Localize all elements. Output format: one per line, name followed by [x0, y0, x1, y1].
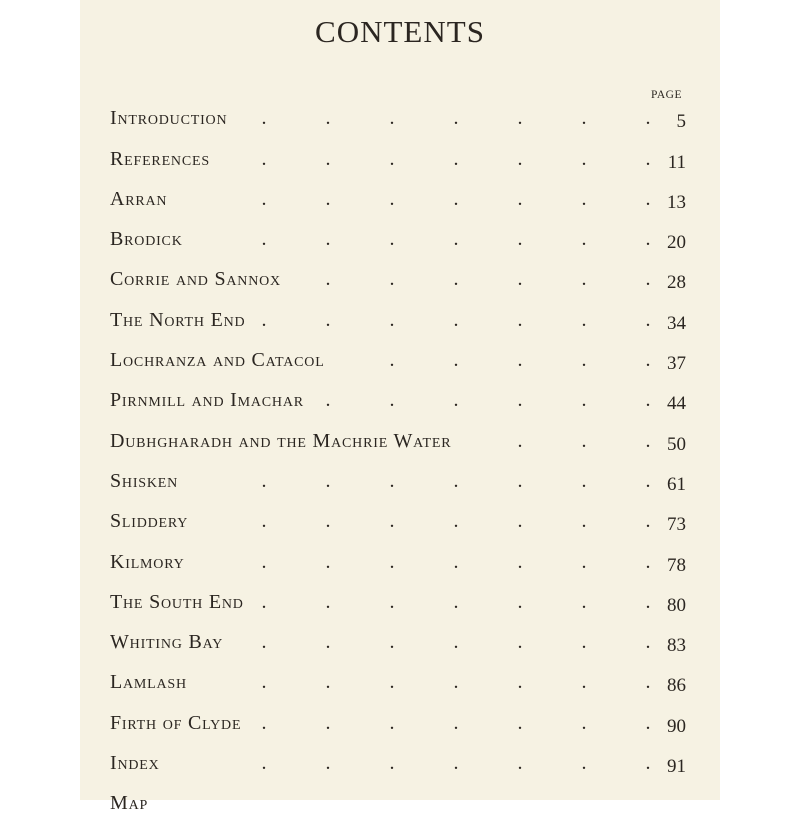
leader-dots: . . . . .: [389, 349, 651, 372]
leader-dots: . . . . . . .: [261, 631, 651, 654]
leader-dots: . . . . . . .: [261, 228, 651, 251]
toc-entry-page-number: 13: [667, 191, 686, 213]
toc-entry-page-number: 28: [667, 272, 686, 294]
page-column-label: PAGE: [651, 89, 682, 101]
toc-entry-page-number: 37: [667, 353, 686, 375]
toc-entry-title: The South End: [110, 590, 244, 613]
leader-dots: . . . . . . .: [261, 187, 651, 210]
toc-entry: [110, 136, 686, 176]
leader-dots: . . . . . . .: [261, 107, 651, 130]
toc-entry: [110, 539, 686, 579]
leader-dots: . . . . . . .: [261, 711, 651, 734]
toc-entry-page-number: 11: [667, 151, 686, 173]
toc-entry-page-number: 61: [667, 473, 686, 495]
toc-entry-title: Dubhgharadh and the Machrie Water: [110, 429, 452, 452]
toc-entry-title: Introduction: [110, 107, 228, 130]
toc-entry: [110, 217, 686, 257]
toc-entry-page-number: 86: [667, 675, 686, 697]
toc-entry-page-number: 73: [667, 514, 686, 536]
toc-entry: [110, 741, 686, 781]
toc-entry-title: Firth of Clyde: [110, 711, 242, 734]
toc-entry: [110, 580, 686, 620]
toc-entry-page-number: 91: [667, 756, 686, 778]
toc-entry-title: Sliddery: [110, 510, 189, 533]
leader-dots: . . . . . . .: [261, 308, 651, 331]
toc-entry: [110, 418, 686, 458]
toc-entry-title: Kilmory: [110, 550, 185, 573]
toc-entry-title: Arran: [110, 187, 168, 210]
toc-entry-title: Map: [110, 792, 149, 815]
toc-entry: [110, 378, 686, 418]
toc-entry: [110, 700, 686, 740]
toc-entry-title: Whiting Bay: [110, 631, 224, 654]
toc-entry-title: Index: [110, 752, 160, 775]
toc-entry-page-number: 34: [667, 312, 686, 334]
toc-entry-title: Shisken: [110, 469, 179, 492]
toc-entry-page-number: 80: [667, 594, 686, 616]
toc-entry: [110, 459, 686, 499]
toc-entry-title: Pirnmill and Imachar: [110, 389, 304, 412]
toc-entry: [110, 781, 686, 821]
toc-entry-title: References: [110, 147, 210, 170]
leader-dots: . . . . . .: [325, 389, 651, 412]
toc-entry: [110, 499, 686, 539]
leader-dots: . . . . . . .: [261, 147, 651, 170]
toc-entry: [110, 660, 686, 700]
toc-entry-page-number: 44: [667, 393, 686, 415]
leader-dots: . . . . . . .: [261, 510, 651, 533]
toc-entry-page-number: 78: [667, 554, 686, 576]
leader-dots: . . . . . . .: [261, 590, 651, 613]
toc-entry-title: Lochranza and Catacol: [110, 349, 325, 372]
toc-entry-page-number: 5: [676, 111, 686, 133]
toc-entry: [110, 257, 686, 297]
toc-entry-title: Corrie and Sannox: [110, 268, 281, 291]
page-title: CONTENTS: [315, 14, 485, 49]
toc-entry-page-number: 90: [667, 715, 686, 737]
leader-dots: . . . . . . .: [261, 550, 651, 573]
table-of-contents: [110, 96, 686, 821]
toc-entry-title: The North End: [110, 308, 246, 331]
toc-entry-page-number: 20: [667, 232, 686, 254]
toc-entry-page-number: 83: [667, 635, 686, 657]
toc-entry: [110, 297, 686, 337]
toc-entry: [110, 96, 686, 136]
toc-entry: [110, 177, 686, 217]
leader-dots: . . .: [517, 429, 651, 452]
toc-entry: [110, 338, 686, 378]
leader-dots: . . . . . . .: [261, 469, 651, 492]
leader-dots: [260, 792, 652, 815]
leader-dots: . . . . . . .: [261, 752, 651, 775]
toc-entry-title: Brodick: [110, 228, 183, 251]
toc-entry-title: Lamlash: [110, 671, 187, 694]
toc-entry: [110, 620, 686, 660]
toc-entry-page-number: 50: [667, 433, 686, 455]
contents-page: [80, 0, 720, 815]
leader-dots: . . . . . . .: [261, 671, 651, 694]
leader-dots: . . . . . .: [325, 268, 651, 291]
